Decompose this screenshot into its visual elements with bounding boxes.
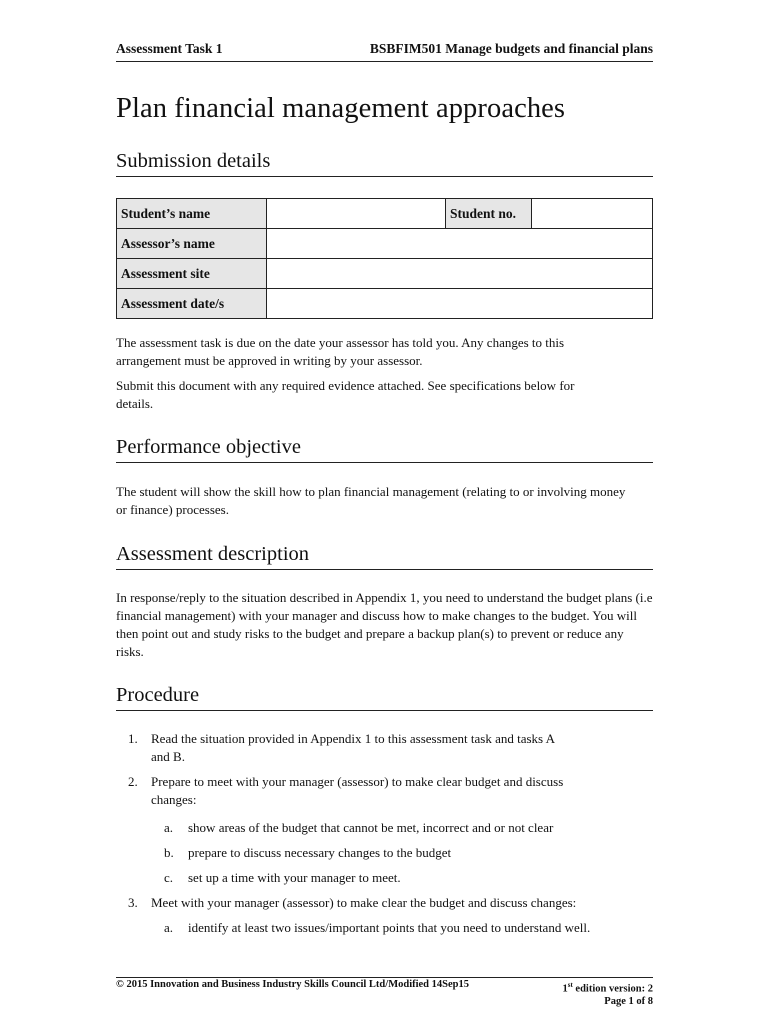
header-task-label: Assessment Task 1 [116,41,223,56]
table-row [117,259,653,289]
page-footer [116,977,653,1008]
list-item [116,919,653,937]
performance-paragraph: The student will show the skill how to plan financial management (relating to or involving money or finance) processes. [116,484,626,517]
list-item [116,819,653,837]
list-item [116,730,561,766]
footer-edition [562,979,653,996]
sub-step-text: identify at least two issues/important points that you need to understand well. [188,920,591,935]
sub-step-text: prepare to discuss necessary changes to the budget [188,845,452,860]
assessment-date-field[interactable] [267,289,653,319]
step-number: 2. [128,774,138,789]
student-name-label: Student’s name [117,199,267,229]
performance-heading: Performance objective [116,436,653,463]
sub-step-letter: c. [164,870,174,885]
list-item [116,869,653,887]
step-text: Read the situation provided in Appendix 1 to this assessment task and tasks A and B. [151,731,555,764]
edition-ordinal: st [567,981,573,989]
description-paragraph: In response/reply to the situation described in Appendix 1, you need to understand the budget plans (i.e financial management) with your manager and discuss how to make changes to the budget. You will then point out and study risks to the budget and prepare a backup plan(s) to prevent or reduce any risks. [116,590,653,659]
table-row [117,289,653,319]
list-item [116,844,653,862]
procedure-heading: Procedure [116,684,653,711]
table-row [117,199,653,229]
step-text: Prepare to meet with your manager (assessor) to make clear budget and discuss changes: [151,774,564,807]
edition-number: 1 [562,983,568,995]
sub-step-letter: b. [164,845,174,860]
document-page [116,0,653,1024]
sub-step-text: set up a time with your manager to meet. [188,870,401,885]
footer-page-number: Page 1 of 8 [604,995,653,1007]
submission-table [116,198,653,319]
sub-step-letter: a. [164,820,174,835]
assessor-name-field[interactable] [267,229,653,259]
procedure-list [116,730,653,937]
description-heading: Assessment description [116,543,653,570]
assessment-site-label: Assessment site [117,259,267,289]
assessment-date-label: Assessment date/s [117,289,267,319]
student-no-field[interactable] [532,199,653,229]
student-name-field[interactable] [267,199,446,229]
due-date-paragraph: The assessment task is due on the date your assessor has told you. Any changes to this arrangement must be approved in writing by your assessor. [116,335,565,368]
step-number: 1. [128,731,138,746]
page-title: Plan financial management approaches [116,93,566,124]
footer-copyright: © 2015 Innovation and Business Industry Skills Council Ltd/Modified 14Sep15 [116,979,469,990]
assessor-name-label: Assessor’s name [117,229,267,259]
running-header [116,41,653,62]
assessment-site-field[interactable] [267,259,653,289]
step-number: 3. [128,895,138,910]
list-item [116,894,653,912]
submission-heading: Submission details [116,150,653,177]
sub-step-text: show areas of the budget that cannot be met, incorrect and or not clear [188,820,554,835]
table-row [117,229,653,259]
edition-version: edition version: 2 [572,983,653,995]
header-unit-title: BSBFIM501 Manage budgets and financial plans [369,41,653,56]
list-item [116,773,581,809]
sub-step-letter: a. [164,920,174,935]
step-text: Meet with your manager (assessor) to make clear the budget and discuss changes: [151,895,577,910]
student-no-label: Student no. [446,199,532,229]
submit-paragraph: Submit this document with any required evidence attached. See specifications below for details. [116,378,575,411]
